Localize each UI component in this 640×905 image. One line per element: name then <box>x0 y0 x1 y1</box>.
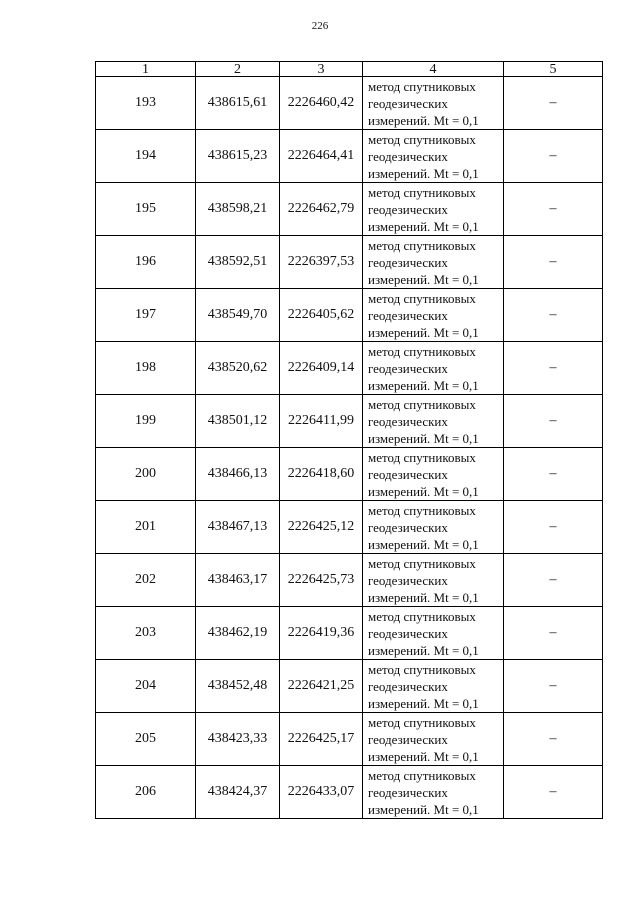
method-line: измерений. Mt = 0,1 <box>368 271 479 287</box>
point-number-cell: 203 <box>96 607 196 660</box>
x-coordinate-cell: 438615,23 <box>196 130 280 183</box>
method-cell <box>363 713 504 766</box>
page-number: 226 <box>311 20 329 32</box>
method-line: измерений. Mt = 0,1 <box>368 483 479 499</box>
point-number-cell: 197 <box>96 289 196 342</box>
y-coordinate-cell: 2226462,79 <box>280 183 363 236</box>
header-col-4: 4 <box>363 62 504 77</box>
method-line: метод спутниковых <box>368 714 476 730</box>
method-cell <box>363 766 504 819</box>
method-line: метод спутниковых <box>368 78 476 94</box>
note-cell: – <box>504 77 603 130</box>
method-line: измерений. Mt = 0,1 <box>368 165 479 181</box>
method-line: метод спутниковых <box>368 661 476 677</box>
note-cell: – <box>504 448 603 501</box>
method-line: метод спутниковых <box>368 502 476 518</box>
table-row <box>96 183 603 236</box>
y-coordinate-cell: 2226418,60 <box>280 448 363 501</box>
method-line: геодезических <box>368 678 448 694</box>
x-coordinate-cell: 438598,21 <box>196 183 280 236</box>
note-cell: – <box>504 713 603 766</box>
method-line: метод спутниковых <box>368 184 476 200</box>
method-line: геодезических <box>368 360 448 376</box>
method-cell <box>363 660 504 713</box>
method-line: измерений. Mt = 0,1 <box>368 218 479 234</box>
method-line: метод спутниковых <box>368 343 476 359</box>
y-coordinate-cell: 2226425,17 <box>280 713 363 766</box>
x-coordinate-cell: 438467,13 <box>196 501 280 554</box>
method-line: измерений. Mt = 0,1 <box>368 642 479 658</box>
header-col-1: 1 <box>96 62 196 77</box>
table-row <box>96 766 603 819</box>
method-line: геодезических <box>368 148 448 164</box>
table-row <box>96 342 603 395</box>
x-coordinate-cell: 438424,37 <box>196 766 280 819</box>
table-row <box>96 448 603 501</box>
method-line: метод спутниковых <box>368 449 476 465</box>
point-number-cell: 195 <box>96 183 196 236</box>
header-col-3: 3 <box>280 62 363 77</box>
y-coordinate-cell: 2226405,62 <box>280 289 363 342</box>
note-cell: – <box>504 183 603 236</box>
method-cell <box>363 77 504 130</box>
method-cell <box>363 130 504 183</box>
method-line: геодезических <box>368 466 448 482</box>
method-line: измерений. Mt = 0,1 <box>368 536 479 552</box>
x-coordinate-cell: 438423,33 <box>196 713 280 766</box>
point-number-cell: 202 <box>96 554 196 607</box>
method-line: измерений. Mt = 0,1 <box>368 377 479 393</box>
x-coordinate-cell: 438463,17 <box>196 554 280 607</box>
header-col-5: 5 <box>504 62 603 77</box>
point-number-cell: 201 <box>96 501 196 554</box>
method-cell <box>363 607 504 660</box>
method-line: измерений. Mt = 0,1 <box>368 748 479 764</box>
method-line: геодезических <box>368 572 448 588</box>
x-coordinate-cell: 438501,12 <box>196 395 280 448</box>
y-coordinate-cell: 2226411,99 <box>280 395 363 448</box>
method-line: измерений. Mt = 0,1 <box>368 430 479 446</box>
y-coordinate-cell: 2226464,41 <box>280 130 363 183</box>
method-line: геодезических <box>368 784 448 800</box>
method-line: метод спутниковых <box>368 608 476 624</box>
table-row <box>96 554 603 607</box>
note-cell: – <box>504 342 603 395</box>
point-number-cell: 194 <box>96 130 196 183</box>
method-line: геодезических <box>368 95 448 111</box>
x-coordinate-cell: 438520,62 <box>196 342 280 395</box>
table-row <box>96 236 603 289</box>
y-coordinate-cell: 2226421,25 <box>280 660 363 713</box>
method-cell <box>363 289 504 342</box>
method-line: геодезических <box>368 519 448 535</box>
table-row <box>96 77 603 130</box>
method-line: измерений. Mt = 0,1 <box>368 324 479 340</box>
method-line: метод спутниковых <box>368 237 476 253</box>
note-cell: – <box>504 554 603 607</box>
point-number-cell: 205 <box>96 713 196 766</box>
y-coordinate-cell: 2226433,07 <box>280 766 363 819</box>
x-coordinate-cell: 438592,51 <box>196 236 280 289</box>
coordinates-table <box>95 61 603 819</box>
note-cell: – <box>504 130 603 183</box>
y-coordinate-cell: 2226425,73 <box>280 554 363 607</box>
table-row <box>96 501 603 554</box>
table-row <box>96 660 603 713</box>
method-line: метод спутниковых <box>368 131 476 147</box>
method-cell <box>363 183 504 236</box>
method-line: геодезических <box>368 731 448 747</box>
method-line: геодезических <box>368 201 448 217</box>
table-row <box>96 713 603 766</box>
x-coordinate-cell: 438549,70 <box>196 289 280 342</box>
point-number-cell: 198 <box>96 342 196 395</box>
method-line: измерений. Mt = 0,1 <box>368 112 479 128</box>
method-cell <box>363 395 504 448</box>
table-row <box>96 130 603 183</box>
method-cell <box>363 554 504 607</box>
point-number-cell: 206 <box>96 766 196 819</box>
method-line: метод спутниковых <box>368 396 476 412</box>
note-cell: – <box>504 236 603 289</box>
table-row <box>96 607 603 660</box>
point-number-cell: 200 <box>96 448 196 501</box>
note-cell: – <box>504 766 603 819</box>
method-line: метод спутниковых <box>368 555 476 571</box>
point-number-cell: 196 <box>96 236 196 289</box>
y-coordinate-cell: 2226425,12 <box>280 501 363 554</box>
method-line: измерений. Mt = 0,1 <box>368 589 479 605</box>
header-row <box>96 62 603 77</box>
header-col-2: 2 <box>196 62 280 77</box>
x-coordinate-cell: 438452,48 <box>196 660 280 713</box>
y-coordinate-cell: 2226397,53 <box>280 236 363 289</box>
note-cell: – <box>504 607 603 660</box>
method-line: геодезических <box>368 254 448 270</box>
x-coordinate-cell: 438615,61 <box>196 77 280 130</box>
x-coordinate-cell: 438466,13 <box>196 448 280 501</box>
method-line: геодезических <box>368 413 448 429</box>
note-cell: – <box>504 660 603 713</box>
point-number-cell: 204 <box>96 660 196 713</box>
method-line: измерений. Mt = 0,1 <box>368 695 479 711</box>
method-line: измерений. Mt = 0,1 <box>368 801 479 817</box>
x-coordinate-cell: 438462,19 <box>196 607 280 660</box>
table-body <box>96 77 603 819</box>
note-cell: – <box>504 501 603 554</box>
point-number-cell: 193 <box>96 77 196 130</box>
table-row <box>96 289 603 342</box>
table-row <box>96 395 603 448</box>
y-coordinate-cell: 2226419,36 <box>280 607 363 660</box>
point-number-cell: 199 <box>96 395 196 448</box>
method-cell <box>363 236 504 289</box>
method-cell <box>363 501 504 554</box>
note-cell: – <box>504 289 603 342</box>
y-coordinate-cell: 2226460,42 <box>280 77 363 130</box>
method-line: метод спутниковых <box>368 767 476 783</box>
method-cell <box>363 448 504 501</box>
y-coordinate-cell: 2226409,14 <box>280 342 363 395</box>
method-cell <box>363 342 504 395</box>
method-line: метод спутниковых <box>368 290 476 306</box>
table-header <box>96 62 603 77</box>
note-cell: – <box>504 395 603 448</box>
method-line: геодезических <box>368 625 448 641</box>
method-line: геодезических <box>368 307 448 323</box>
